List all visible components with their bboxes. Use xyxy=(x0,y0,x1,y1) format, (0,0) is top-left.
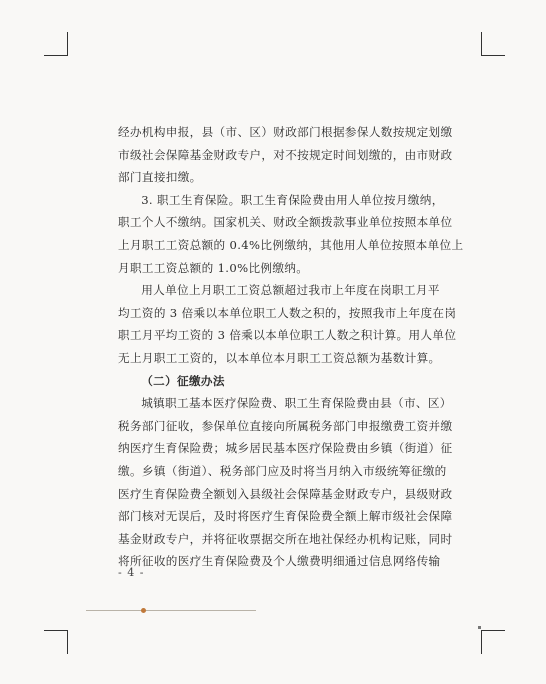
text-line: 医疗生育保险费全额划入县级社会保障基金财政专户，县级财政 xyxy=(118,486,453,501)
text-line: 3. 职工生育保险。职工生育保险费由用人单位按月缴纳， xyxy=(141,192,444,207)
text-line: 职工月平均工资的 3 倍乘以本单位职工人数之积计算。用人单位 xyxy=(118,328,457,343)
text-line: 部门核对无误后，及时将医疗生育保险费全额上解市级社会保障 xyxy=(118,509,453,524)
paragraph-collection-method xyxy=(118,392,453,573)
text-line: 无上月职工工资的，以本单位本月职工工资总额为基数计算。 xyxy=(118,350,441,365)
crop-mark-top-right xyxy=(481,32,482,56)
paragraph-continuation xyxy=(118,121,453,189)
text-line: 月职工工资总额的 1.0%比例缴纳。 xyxy=(118,260,309,275)
text-line: 将所征收的医疗生育保险费及个人缴费明细通过信息网络传输 xyxy=(118,554,441,569)
text-line: 缴。乡镇（街道）、税务部门应及时将当月纳入市级统筹征缴的 xyxy=(118,463,447,478)
footer-dot-mark xyxy=(141,608,146,613)
text-line: 职工个人不缴纳。国家机关、财政全额拨款事业单位按照本单位 xyxy=(118,215,453,230)
text-line: 均工资的 3 倍乘以本单位职工人数之积的，按照我市上年度在岗 xyxy=(118,305,457,320)
crop-mark-top-left xyxy=(44,55,68,56)
scan-speck xyxy=(478,626,481,629)
crop-mark-bottom-left xyxy=(67,630,68,654)
text-line: 上月职工工资总额的 0.4%比例缴纳，其他用人单位按照本单位上 xyxy=(118,237,464,252)
text-line: 税务部门征收，参保单位直接向所属税务部门申报缴费工资并缴 xyxy=(118,418,453,433)
footer-rule xyxy=(86,610,256,611)
text-line: 部门直接扣缴。 xyxy=(118,170,202,185)
crop-mark-bottom-right xyxy=(481,630,482,654)
text-line: 经办机构申报，县（市、区）财政部门根据参保人数按规定划缴 xyxy=(118,125,453,139)
text-line: 城镇职工基本医疗保险费、职工生育保险费由县（市、区） xyxy=(141,396,452,411)
crop-mark-top-left xyxy=(67,32,68,56)
section-heading xyxy=(118,370,444,393)
crop-mark-top-right xyxy=(481,55,505,56)
document-body xyxy=(118,121,464,573)
text-line: 市级社会保障基金财政专户，对不按规定时间划缴的，由市财政 xyxy=(118,147,453,162)
text-line: 纳医疗生育保险费；城乡居民基本医疗保险费由乡镇（街道）征 xyxy=(118,441,453,456)
text-line: 用人单位上月职工工资总额超过我市上年度在岗职工月平 xyxy=(141,283,440,298)
crop-mark-bottom-left xyxy=(44,630,68,631)
paragraph-maternity-insurance xyxy=(118,189,464,279)
text-line: 基金财政专户，并将征收票据交所在地社保经办机构记账，同时 xyxy=(118,531,453,546)
section-heading-text: （二）征缴办法 xyxy=(141,373,225,388)
paragraph-wage-cap xyxy=(118,279,457,369)
page-number: - 4 - xyxy=(118,566,145,579)
crop-mark-bottom-right xyxy=(481,630,505,631)
